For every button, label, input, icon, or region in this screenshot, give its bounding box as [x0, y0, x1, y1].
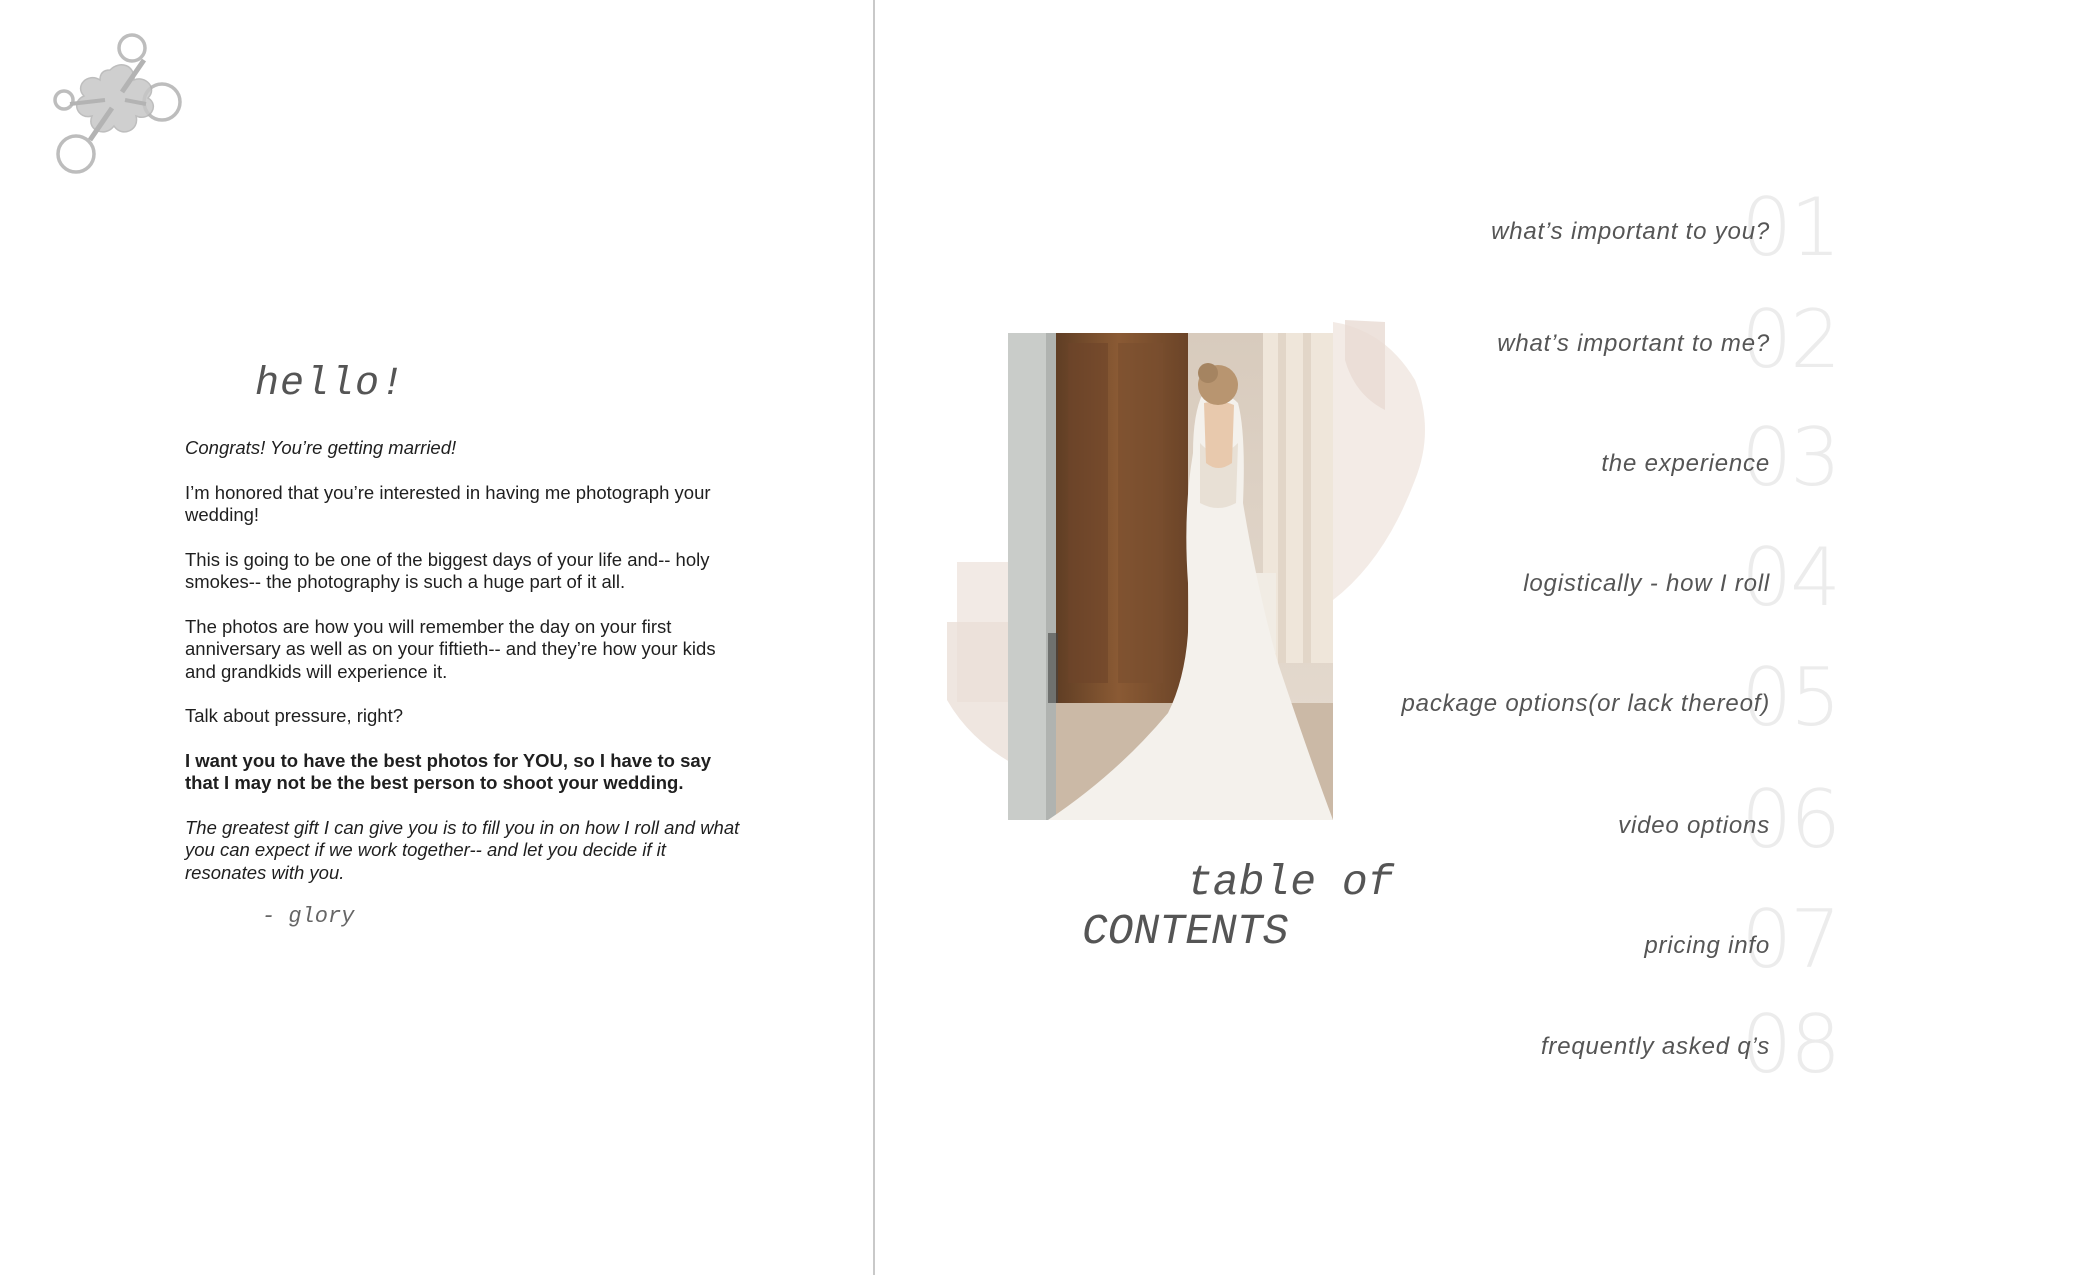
- toc-number: 07: [1741, 893, 1839, 986]
- toc-item[interactable]: [1330, 293, 1839, 386]
- toc-number: 03: [1741, 411, 1839, 504]
- toc-label: video options: [1618, 812, 1770, 839]
- toc-label: logistically - how I roll: [1523, 570, 1770, 597]
- right-page: [875, 0, 2100, 1275]
- toc-number: 01: [1741, 181, 1839, 274]
- toc-item[interactable]: [1330, 998, 1839, 1091]
- toc-item[interactable]: [1330, 531, 1839, 624]
- toc-label: pricing info: [1644, 932, 1770, 959]
- floral-sketch-logo-icon: [50, 30, 190, 180]
- letter-paragraph: Talk about pressure, right?: [185, 705, 404, 726]
- signature: - glory: [262, 904, 355, 929]
- toc-label: the experience: [1601, 450, 1770, 477]
- closing-paragraph: The greatest gift I can give you is to fill you in on how I roll and what you can expect if we work together-- and let you decide if it resonates with you.: [185, 816, 740, 883]
- intro-line: Congrats! You’re getting married!: [185, 437, 457, 458]
- bold-paragraph: I want you to have the best photos for YOU, so I have to say that I may not be the best person to shoot your wedding.: [185, 749, 711, 793]
- letter-paragraph: I’m honored that you’re interested in having me photograph your wedding!: [185, 481, 711, 525]
- toc-item[interactable]: [1330, 411, 1839, 504]
- bride-photo-icon: [1008, 333, 1333, 820]
- letter-paragraph: This is going to be one of the biggest days of your life and-- holy smokes-- the photography is such a huge part of it all.: [185, 548, 710, 592]
- toc-number: 05: [1741, 651, 1839, 744]
- toc-item[interactable]: [1330, 773, 1839, 866]
- toc-item[interactable]: [1330, 893, 1839, 986]
- greeting-heading: hello!: [255, 362, 406, 407]
- toc-label: what’s important to you?: [1491, 218, 1770, 245]
- toc-title-line1: table of: [1187, 858, 1394, 907]
- toc-label: package options(or lack thereof): [1401, 690, 1770, 717]
- letter-paragraph: The photos are how you will remember the day on your first anniversary as well as on your fiftieth-- and they’re how your kids and grandkids will experience it.: [185, 615, 716, 682]
- toc-item[interactable]: [1330, 651, 1839, 744]
- left-page: [0, 0, 873, 1275]
- toc-item[interactable]: [1330, 181, 1839, 274]
- toc-label: frequently asked q’s: [1540, 1033, 1770, 1060]
- toc-label: what’s important to me?: [1497, 330, 1770, 357]
- toc-number: 06: [1741, 773, 1839, 866]
- toc-title-line2: CONTENTS: [1082, 907, 1289, 956]
- toc-number: 08: [1741, 998, 1839, 1091]
- toc-number: 04: [1741, 531, 1839, 624]
- toc-number: 02: [1741, 293, 1839, 386]
- letter-body: [185, 437, 745, 906]
